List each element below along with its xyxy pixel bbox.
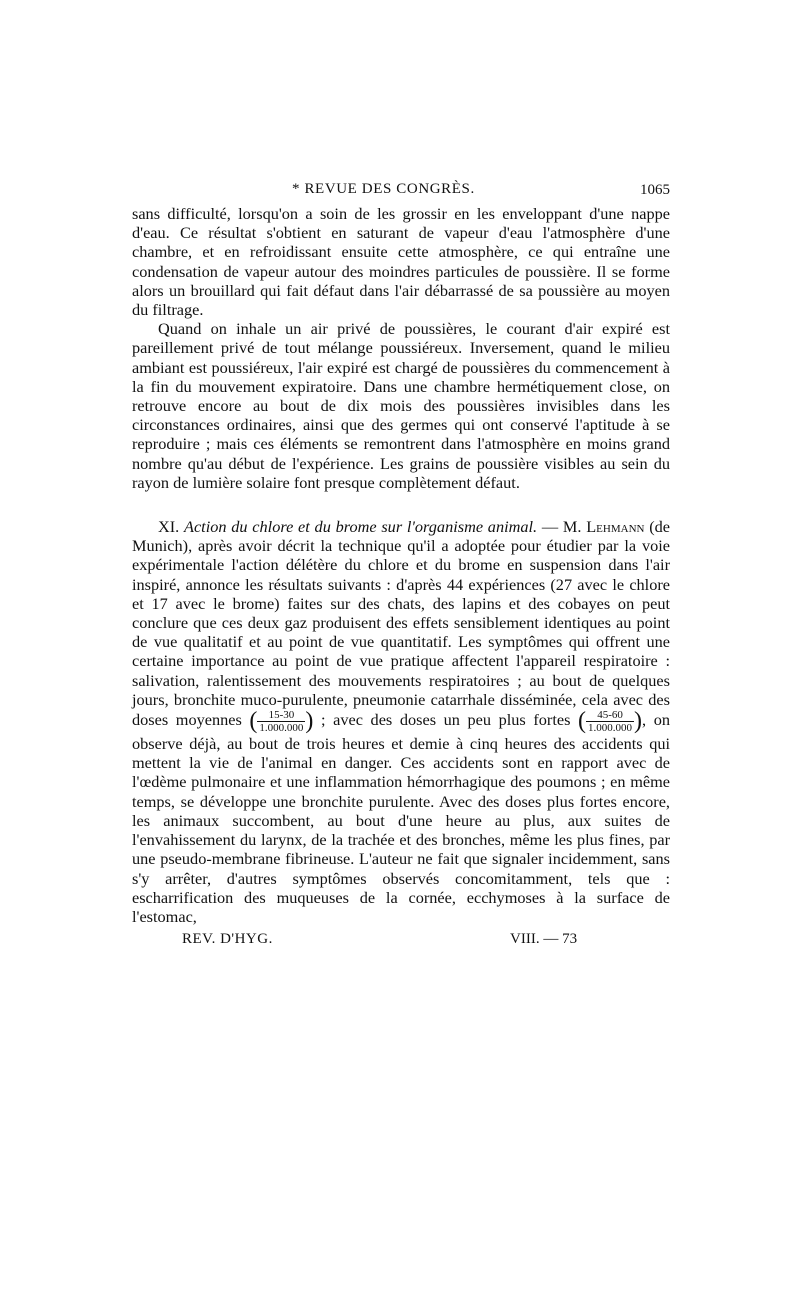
book-page [132,178,670,954]
section-text-2: ; avec des doses un peu plus fortes [313,710,579,730]
section-title: Action du chlore et du brome sur l'organisme animal. [184,517,538,537]
signature-left: REV. D'HYG. [182,931,273,948]
signature-right: VIII. — 73 [510,931,578,948]
section-text-1: (de Munich), après avoir décrit la technique qu'il a adoptée pour étudier par la voie expérimentale l'action délétère du chlore et du brome en suspension dans l'air inspiré, annonce les résultats suivants : d'après 44 expériences (27 avec le chlore et 17 avec le brome) faites sur des chats, des lapins et des cobayes on peut conclure que ces deux gaz produisent des effets sensiblement identiques au point de vue qualitatif et au point de vue quantitatif. Les symptômes qui offrent une certaine importance au point de vue pratique affectent l'appareil respiratoire : salivation, ralentissement des mouvements respiratoires ; au bout de quelques jours, bronchite muco-purulente, pneumonie catarrhale disséminée, cela avec des doses moyennes [132,517,671,730]
author-prefix: M. [562,517,587,537]
section-xi: XI. Action du chlore et du brome sur l'organisme animal. — M. Lehmann (de Munich), après avoir décrit la technique qu'il a adoptée pour étudier par la voie expérimentale l'action délétère du chlore et du brome en suspension dans l'air inspiré, annonce les résultats suivants : d'après 44 expériences (27 avec le chlore et 17 avec le brome) faites sur des chats, des lapins et des cobayes on peut conclure que ces deux gaz produisent des effets sensiblement identiques au point de vue qualitatif et au point de vue quantitatif. Les symptômes qui offrent une certaine importance au point de vue pratique affectent l'appareil respiratoire : salivation, ralentissement des mouvements respiratoires ; au bout de quelques jours, bronchite muco-purulente, pneumonie catarrhale disséminée, cela avec des doses moyennes ( $\frac{15-30}{1.000.000}$ ) ; avec des doses un peu plus fortes ( $\frac{45-60}{1.000.000}$ ), on observe déjà, au bout de trois heures et demie à cinq heures des accidents qui mettent la vie de l'animal en danger. Ces accidents sont en rapport avec de l'œdème pulmonaire et une inflammation hémorrhagique des poumons ; en même temps, se développe une bronchite purulente. Avec des doses plus fortes encore, les animaux succombent, au bout d'une heure au plus, aux suites de l'envahissement du larynx, de la trachée et des bronches, même les plus fines, par une pseudo-membrane fibrineuse. L'auteur ne fait que signaler incidemment, sans s'y arrêter, d'autres symptômes observés concomitamment, tels que : escharrification des muqueuses de la cornée, ecchymoses à la surface de l'estomac, [132,517,671,926]
fraction-denominator: 1.000.000 [588,722,633,735]
fraction-higher-dose [586,709,634,734]
section-text-3: , on observe déjà, au bout de trois heures et demie à cinq heures des accidents qui mettent la vie de l'animal en danger. Ces accidents sont en rapport avec de l'œdème pulmonaire et une inflammation hémorrhagique des poumons ; en même temps, se développe une bronchite purulente. Avec des doses plus fortes encore, les animaux succombent, au bout d'une heure au plus, aux suites de l'envahissement du larynx, de la trachée et des bronches, même les plus fines, par une pseudo-membrane fibrineuse. L'auteur ne fait que signaler incidemment, sans s'y arrêter, d'autres symptômes observés concomitamment, tels que : escharrification des muqueuses de la cornée, ecchymoses à la surface de l'estomac, [132,710,670,926]
running-head [132,178,670,204]
page-footer [132,930,670,954]
section-dash: — [537,517,559,537]
paragraph-continued: sans difficulté, lorsqu'on a soin de les grossir en les enveloppant d'une nappe d'eau. Ce résultat s'obtient en saturant de vapeur d'eau l'atmosphère d'une chambre, et en refroidissant ensuite cette atmosphère, ce qui entraîne une condensation de vapeur autour des moindres particules de poussière. Il se forme alors un brouillard qui fait défaut dans l'air débarrassé de sa poussière au moyen du filtrage. [132,204,670,320]
fraction-denominator: 1.000.000 [259,722,304,735]
author-name: Lehmann [586,517,645,537]
fraction-numerator: 15-30 [257,709,305,722]
section-number: XI. [158,517,180,537]
fraction-numerator: 45-60 [586,709,634,722]
page-number: 1065 [640,182,670,198]
paragraph-dust: Quand on inhale un air privé de poussières, le courant d'air expiré est pareillement privé de tout mélange poussiéreux. Inversement, quand le milieu ambiant est poussiéreux, l'air expiré est chargé de poussières du commencement à la fin du mouvement expiratoire. Dans une chambre hermétiquement close, on retrouve encore au bout de dix mois des poussières invisibles dans les circonstances ordinaires, ainsi que des germes qui ont conservé l'aptitude à se reproduire ; mais ces éléments se remontrent dans l'atmosphère en moins grand nombre qu'au début de l'expérience. Les grains de poussière visibles au sein du rayon de lumière solaire font presque complètement défaut. [132,319,670,492]
fraction-moderate-dose [257,709,305,734]
running-title: * REVUE DES CONGRÈS. [292,181,475,197]
